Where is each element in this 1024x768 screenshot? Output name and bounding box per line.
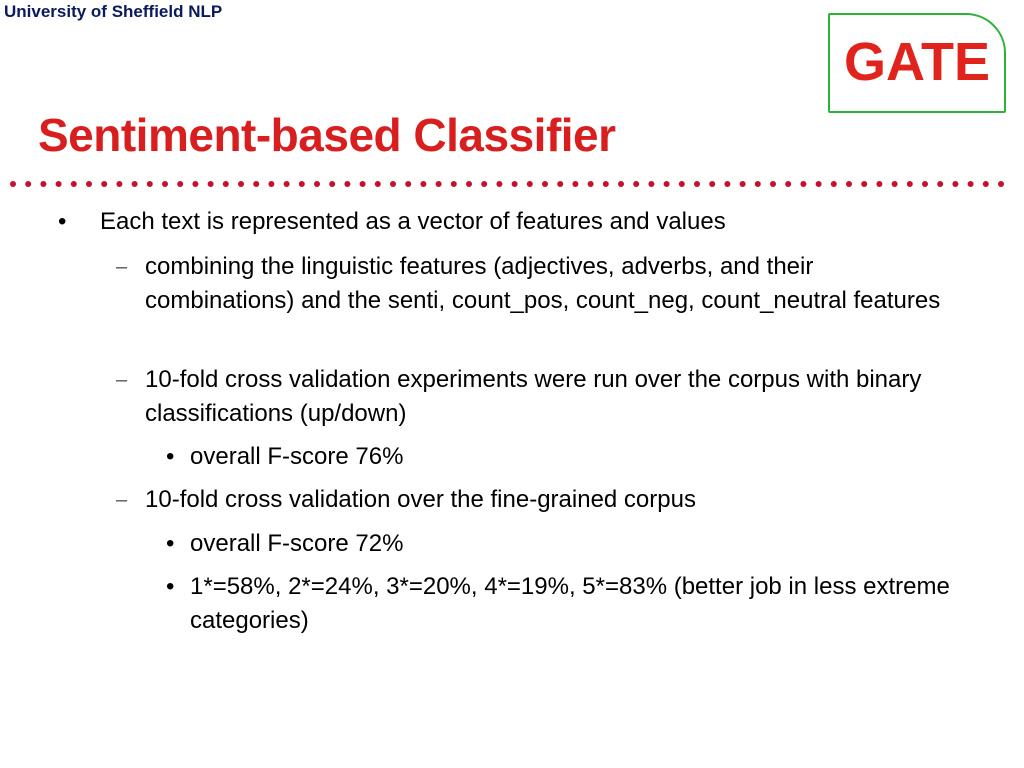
sub-sub-bullet-item: 1*=58%, 2*=24%, 3*=20%, 4*=19%, 5*=83% (better job in less extreme categories) [190,573,950,634]
sub-sub-bullet-item: overall F-score 72% [190,530,404,557]
sub-bullet-item: 10-fold cross validation experiments were run over the corpus with binary classifications (up/down) [145,366,922,427]
dash-marker: – [116,489,128,511]
sub-bullet-item: 10-fold cross validation over the fine-grained corpus [145,486,696,513]
gate-logo-text: GATE [844,32,990,92]
sub-sub-bullet-marker: • [166,530,175,557]
dash-marker: – [116,369,128,391]
sub-sub-bullet-marker: • [166,573,175,600]
dotted-divider [10,179,1014,189]
organization-label: University of Sheffield NLP [4,2,223,21]
sub-sub-bullet-marker: • [166,443,175,470]
sub-sub-bullet-item: overall F-score 76% [190,443,404,470]
gate-logo [828,13,1006,113]
bullet-item: Each text is represented as a vector of features and values [100,208,726,235]
bullet-marker: • [58,208,67,235]
sub-bullet-item: combining the linguistic features (adjectives, adverbs, and their combinations) and the senti, count_pos, count_neg, count_neutral features [145,253,941,314]
slide-title: Sentiment-based Classifier [38,109,616,161]
dash-marker: – [116,256,128,278]
